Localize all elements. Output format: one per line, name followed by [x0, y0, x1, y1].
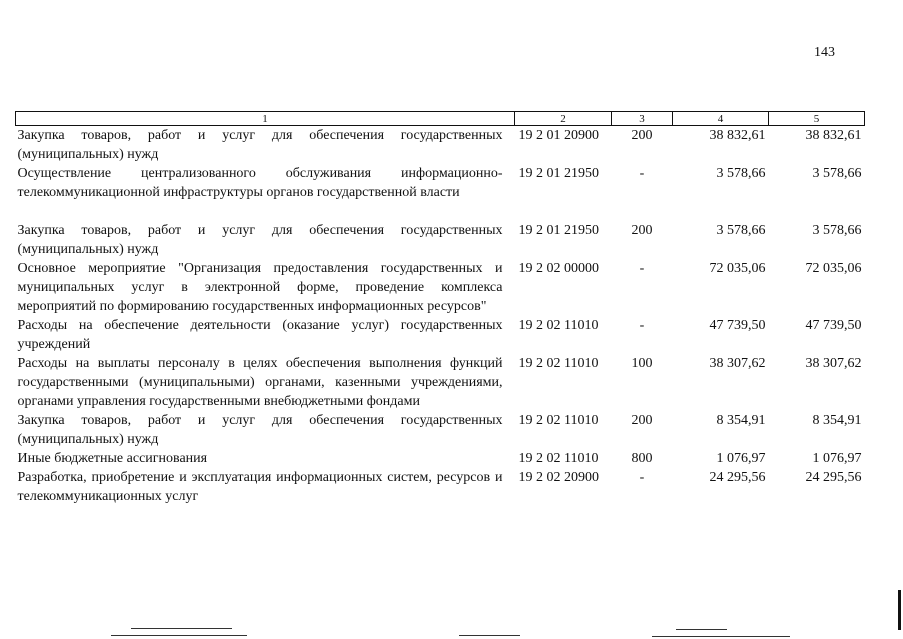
column-header: 4	[673, 112, 769, 126]
budget-table	[15, 111, 865, 506]
amount-column-4: 72 035,06	[709, 261, 766, 276]
amount-column-4: 47 739,50	[709, 318, 766, 333]
amount-column-5: 24 295,56	[805, 470, 862, 485]
amount-column-4: 3 578,66	[716, 223, 766, 238]
expense-name: Осуществление централизованного обслуживания информационно-телекоммуникационной инфраструктуры органов государственной власти	[17, 166, 503, 200]
expense-type-code: 100	[631, 356, 653, 371]
amount-column-5: 38 307,62	[805, 356, 862, 371]
target-code: 19 2 02 11010	[518, 451, 599, 466]
signature-line	[131, 628, 232, 629]
column-header: 5	[769, 112, 865, 126]
table-row	[16, 316, 865, 354]
scan-edge-mark	[898, 590, 901, 630]
expense-name: Закупка товаров, работ и услуг для обеспечения государственных (муниципальных) нужд	[17, 223, 503, 257]
page-number: 143	[814, 45, 835, 60]
signature-line	[459, 635, 520, 636]
amount-column-5: 1 076,97	[812, 451, 862, 466]
expense-type-code: 200	[631, 413, 653, 428]
target-code: 19 2 02 11010	[518, 318, 599, 333]
amount-column-5: 8 354,91	[812, 413, 862, 428]
expense-name: Разработка, приобретение и эксплуатация информационных систем, ресурсов и телекоммуникационных услуг	[17, 470, 503, 504]
amount-column-4: 24 295,56	[709, 470, 766, 485]
table-row	[16, 164, 865, 202]
column-header: 3	[612, 112, 673, 126]
table-row	[16, 468, 865, 506]
expense-name: Иные бюджетные ассигнования	[17, 451, 208, 466]
target-code: 19 2 02 11010	[518, 413, 599, 428]
target-code: 19 2 02 20900	[518, 470, 599, 485]
expense-name: Закупка товаров, работ и услуг для обеспечения государственных (муниципальных) нужд	[17, 413, 503, 447]
amount-column-5: 3 578,66	[812, 223, 862, 238]
column-header: 2	[515, 112, 612, 126]
target-code: 19 2 01 21950	[518, 223, 599, 238]
table-row	[16, 126, 865, 165]
table-row	[16, 354, 865, 411]
amount-column-5: 47 739,50	[805, 318, 862, 333]
amount-column-4: 38 832,61	[709, 128, 766, 143]
amount-column-5: 72 035,06	[805, 261, 862, 276]
expense-name: Основное мероприятие "Организация предоставления государственных и муниципальных услуг в электронной форме, проведение комплекса мероприятий по формированию государственных информационных ресурсов"	[17, 261, 503, 314]
amount-column-4: 3 578,66	[716, 166, 766, 181]
signature-line	[652, 636, 790, 637]
expense-type-code: 200	[631, 128, 653, 143]
table-row	[16, 449, 865, 468]
target-code: 19 2 02 00000	[518, 261, 599, 276]
amount-column-5: 38 832,61	[805, 128, 862, 143]
amount-column-4: 1 076,97	[716, 451, 766, 466]
target-code: 19 2 01 20900	[518, 128, 599, 143]
expense-name: Расходы на выплаты персоналу в целях обеспечения выполнения функций государственными (муниципальными) органами, казенными учреждениями, органами управления государственными внебюджетными фондами	[17, 356, 503, 409]
amount-column-4: 8 354,91	[716, 413, 766, 428]
expense-name: Закупка товаров, работ и услуг для обеспечения государственных (муниципальных) нужд	[17, 128, 503, 162]
table-header-row	[16, 112, 865, 126]
signature-line	[676, 629, 727, 630]
table-row	[16, 411, 865, 449]
expense-type-code: -	[639, 470, 645, 485]
expense-type-code: -	[639, 166, 645, 181]
spacer-row	[16, 202, 865, 221]
table-row	[16, 259, 865, 316]
expense-type-code: 800	[631, 451, 653, 466]
target-code: 19 2 01 21950	[518, 166, 599, 181]
column-header: 1	[16, 112, 515, 126]
expense-name: Расходы на обеспечение деятельности (оказание услуг) государственных учреждений	[17, 318, 503, 352]
expense-type-code: 200	[631, 223, 653, 238]
amount-column-4: 38 307,62	[709, 356, 766, 371]
table-row	[16, 221, 865, 259]
expense-type-code: -	[639, 261, 645, 276]
signature-line	[111, 635, 247, 636]
target-code: 19 2 02 11010	[518, 356, 599, 371]
amount-column-5: 3 578,66	[812, 166, 862, 181]
expense-type-code: -	[639, 318, 645, 333]
